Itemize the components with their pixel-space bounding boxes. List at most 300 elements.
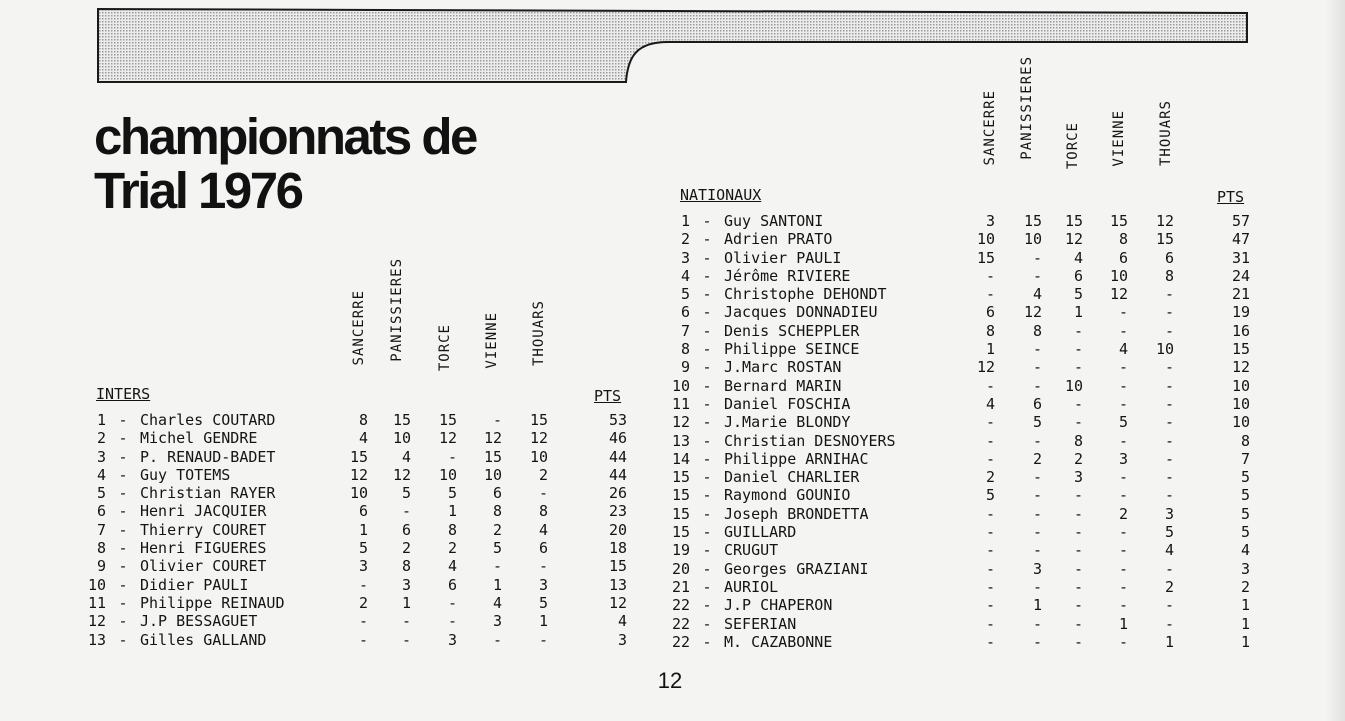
rider-name: GUILLARD [724, 523, 797, 542]
score-vienne: - [1118, 632, 1128, 651]
score-torce: - [447, 612, 457, 631]
score-sancerre: 3 [358, 557, 368, 576]
score-thouars: - [1164, 376, 1174, 395]
score-vienne: 10 [1109, 266, 1128, 285]
score-vienne: - [1118, 486, 1128, 505]
score-panissieres: 10 [1023, 230, 1042, 249]
rank: 1 [680, 212, 690, 230]
total-points: 1 [1240, 614, 1250, 633]
score-sancerre: - [358, 612, 368, 631]
title-line-2: Trial 1976 [94, 162, 302, 219]
score-torce: 12 [438, 429, 457, 448]
inters-section-label: INTERS [96, 385, 151, 403]
rider-name: P. RENAUD-BADET [140, 447, 276, 466]
total-points: 23 [608, 502, 627, 521]
score-panissieres: 10 [392, 429, 411, 448]
rank-separator: - [118, 429, 128, 448]
score-sancerre: 10 [976, 230, 995, 249]
rider-name: CRUGUT [724, 541, 779, 560]
rank-separator: - [118, 630, 128, 649]
rider-name: Thierry COURET [140, 520, 267, 539]
rank-separator: - [702, 541, 712, 560]
score-thouars: - [1164, 358, 1174, 377]
rider-name: AURIOL [724, 577, 779, 596]
score-vienne: 15 [1109, 212, 1128, 230]
rider-name: Philippe ARNIHAC [724, 449, 869, 468]
score-vienne: - [1118, 394, 1128, 413]
score-thouars: 4 [538, 520, 548, 539]
rank-separator: - [118, 612, 128, 631]
rider-name: Didier PAULI [140, 575, 249, 594]
rank: 20 [671, 559, 690, 578]
rank-separator: - [702, 559, 712, 578]
total-points: 15 [1231, 340, 1250, 359]
score-panissieres: 6 [401, 520, 411, 539]
score-panissieres: - [1032, 486, 1042, 505]
rank-separator: - [702, 340, 712, 359]
score-torce: 2 [447, 539, 457, 558]
rank-separator: - [702, 358, 712, 377]
inters-header-thouars: THOUARS [531, 300, 547, 367]
score-thouars: 3 [1164, 504, 1174, 523]
score-sancerre: 15 [976, 248, 995, 267]
score-thouars: 6 [538, 539, 548, 558]
rank-separator: - [702, 449, 712, 468]
rank: 7 [680, 321, 690, 340]
score-torce: - [1073, 541, 1083, 560]
score-panissieres: 8 [1032, 321, 1042, 340]
rank-separator: - [118, 484, 128, 503]
score-sancerre: 2 [985, 468, 995, 487]
score-vienne: 4 [492, 593, 502, 612]
score-panissieres: 1 [401, 593, 411, 612]
rider-name: Jérôme RIVIERE [724, 266, 851, 285]
rider-name: Guy SANTONI [724, 212, 824, 230]
score-torce: - [447, 593, 457, 612]
score-thouars: 8 [1164, 266, 1174, 285]
score-vienne: - [1118, 358, 1128, 377]
score-panissieres: - [1032, 266, 1042, 285]
score-torce: - [1073, 486, 1083, 505]
score-thouars: 5 [538, 593, 548, 612]
total-points: 5 [1240, 504, 1250, 523]
score-panissieres: 1 [1032, 596, 1042, 615]
rider-name: Jacques DONNADIEU [724, 303, 878, 322]
total-points: 1 [1240, 632, 1250, 651]
score-torce: 4 [447, 557, 457, 576]
rank-separator: - [702, 577, 712, 596]
score-panissieres: 15 [392, 411, 411, 429]
score-panissieres: - [1032, 340, 1042, 359]
score-thouars: 6 [1164, 248, 1174, 267]
score-sancerre: 2 [358, 593, 368, 612]
score-vienne: 10 [483, 465, 502, 484]
score-sancerre: 4 [358, 429, 368, 448]
score-torce: - [1073, 632, 1083, 651]
score-sancerre: 5 [985, 486, 995, 505]
score-torce: - [1073, 321, 1083, 340]
score-thouars: 10 [1155, 340, 1174, 359]
rider-name: Georges GRAZIANI [724, 559, 869, 578]
rank-separator: - [118, 465, 128, 484]
score-vienne: 15 [483, 447, 502, 466]
rider-name: Daniel FOSCHIA [724, 394, 851, 413]
score-sancerre: 12 [976, 358, 995, 377]
score-panissieres: 4 [1032, 285, 1042, 304]
score-sancerre: - [985, 266, 995, 285]
score-torce: 12 [1064, 230, 1083, 249]
total-points: 12 [1231, 358, 1250, 377]
total-points: 10 [1231, 376, 1250, 395]
score-vienne: 6 [1118, 248, 1128, 267]
score-thouars: - [1164, 449, 1174, 468]
score-panissieres: 6 [1032, 394, 1042, 413]
score-thouars: - [1164, 559, 1174, 578]
total-points: 26 [608, 484, 627, 503]
score-sancerre: - [985, 541, 995, 560]
score-vienne: 3 [1118, 449, 1128, 468]
score-vienne: 1 [492, 575, 502, 594]
score-torce: 6 [1073, 266, 1083, 285]
rider-name: Olivier COURET [140, 557, 267, 576]
rider-name: Henri JACQUIER [140, 502, 267, 521]
nationaux-header-thouars: THOUARS [1158, 100, 1174, 167]
score-panissieres: 3 [1032, 559, 1042, 578]
score-thouars: 2 [1164, 577, 1174, 596]
rider-name: Guy TOTEMS [140, 465, 231, 484]
score-vienne: 5 [1118, 413, 1128, 432]
rider-name: Michel GENDRE [140, 429, 258, 448]
rank-separator: - [702, 248, 712, 267]
rider-name: Henri FIGUERES [140, 539, 267, 558]
rank-separator: - [702, 504, 712, 523]
score-thouars: - [1164, 413, 1174, 432]
rider-name: Adrien PRATO [724, 230, 833, 249]
rank: 14 [671, 449, 690, 468]
inters-header-panissieres: PANISSIERES [389, 258, 405, 362]
score-thouars: - [1164, 431, 1174, 450]
nationaux-header-sancerre: SANCERRE [982, 90, 998, 166]
nationaux-header-vienne: VIENNE [1111, 110, 1127, 167]
score-panissieres: 12 [392, 465, 411, 484]
score-torce: 1 [447, 502, 457, 521]
score-thouars: 12 [529, 429, 548, 448]
score-thouars: - [538, 557, 548, 576]
total-points: 44 [608, 465, 627, 484]
score-panissieres: 15 [1023, 212, 1042, 230]
nationaux-pts-label: PTS [1217, 188, 1245, 206]
nationaux-section-label: NATIONAUX [680, 186, 762, 204]
rider-name: J.P BESSAGUET [140, 612, 258, 631]
score-sancerre: - [985, 285, 995, 304]
total-points: 5 [1240, 468, 1250, 487]
rank: 1 [96, 411, 106, 429]
score-torce: - [1073, 596, 1083, 615]
total-points: 1 [1240, 596, 1250, 615]
rank-separator: - [702, 212, 712, 230]
score-panissieres: - [1032, 504, 1042, 523]
rider-name: Gilles GALLAND [140, 630, 267, 649]
score-vienne: - [492, 557, 502, 576]
score-vienne: 3 [492, 612, 502, 631]
score-sancerre: - [985, 523, 995, 542]
rank: 11 [87, 593, 106, 612]
rider-name: Philippe REINAUD [140, 593, 285, 612]
score-torce: 8 [447, 520, 457, 539]
score-thouars: - [1164, 321, 1174, 340]
score-panissieres: 2 [1032, 449, 1042, 468]
score-torce: 5 [1073, 285, 1083, 304]
score-thouars: 10 [529, 447, 548, 466]
score-torce: 4 [1073, 248, 1083, 267]
score-thouars: - [1164, 394, 1174, 413]
score-vienne: - [1118, 577, 1128, 596]
rank: 21 [671, 577, 690, 596]
score-vienne: 4 [1118, 340, 1128, 359]
nationaux-header-torce: TORCE [1065, 122, 1081, 170]
rank-separator: - [702, 468, 712, 487]
rank-separator: - [702, 596, 712, 615]
rank: 9 [96, 557, 106, 576]
score-torce: - [1073, 559, 1083, 578]
rank: 10 [671, 376, 690, 395]
total-points: 13 [608, 575, 627, 594]
score-thouars: - [1164, 596, 1174, 615]
rank-separator: - [702, 394, 712, 413]
rank: 3 [96, 447, 106, 466]
score-panissieres: 4 [401, 447, 411, 466]
score-thouars: - [1164, 285, 1174, 304]
score-panissieres: - [1032, 541, 1042, 560]
score-torce: 6 [447, 575, 457, 594]
score-thouars: - [1164, 486, 1174, 505]
total-points: 3 [1240, 559, 1250, 578]
rank: 2 [680, 230, 690, 249]
page-number: 12 [657, 668, 683, 693]
rank: 15 [671, 468, 690, 487]
rank-separator: - [702, 413, 712, 432]
rank: 6 [680, 303, 690, 322]
score-torce: 3 [1073, 468, 1083, 487]
rider-name: Charles COUTARD [140, 411, 276, 429]
rider-name: J.Marie BLONDY [724, 413, 851, 432]
rank: 15 [671, 504, 690, 523]
rank-separator: - [118, 539, 128, 558]
rider-name: M. CAZABONNE [724, 632, 833, 651]
rank: 4 [680, 266, 690, 285]
nationaux-header-panissieres: PANISSIERES [1019, 56, 1035, 160]
score-sancerre: 1 [358, 520, 368, 539]
score-sancerre: 15 [349, 447, 368, 466]
rank: 6 [96, 502, 106, 521]
rank: 2 [96, 429, 106, 448]
total-points: 5 [1240, 486, 1250, 505]
rider-name: J.P CHAPERON [724, 596, 833, 615]
score-sancerre: - [985, 449, 995, 468]
rank: 13 [671, 431, 690, 450]
score-panissieres: - [1032, 614, 1042, 633]
score-panissieres: - [1032, 577, 1042, 596]
score-sancerre: - [985, 577, 995, 596]
rank-separator: - [118, 593, 128, 612]
score-thouars: - [1164, 468, 1174, 487]
score-thouars: - [538, 484, 548, 503]
rider-name: Daniel CHARLIER [724, 468, 860, 487]
rank: 7 [96, 520, 106, 539]
rank: 13 [87, 630, 106, 649]
rank-separator: - [702, 266, 712, 285]
score-vienne: - [1118, 321, 1128, 340]
score-panissieres: 8 [401, 557, 411, 576]
rank: 8 [680, 340, 690, 359]
score-torce: 10 [438, 465, 457, 484]
total-points: 21 [1231, 285, 1250, 304]
score-torce: 10 [1064, 376, 1083, 395]
score-torce: 2 [1073, 449, 1083, 468]
total-points: 20 [608, 520, 627, 539]
total-points: 12 [608, 593, 627, 612]
score-torce: - [1073, 340, 1083, 359]
score-vienne: 2 [492, 520, 502, 539]
total-points: 15 [608, 557, 627, 576]
rider-name: Bernard MARIN [724, 376, 842, 395]
total-points: 7 [1240, 449, 1250, 468]
rank-separator: - [118, 502, 128, 521]
score-sancerre: 10 [349, 484, 368, 503]
score-sancerre: 6 [985, 303, 995, 322]
score-sancerre: 8 [985, 321, 995, 340]
score-sancerre: 1 [985, 340, 995, 359]
score-thouars: 15 [529, 411, 548, 429]
rider-name: Philippe SEINCE [724, 340, 860, 359]
score-panissieres: - [401, 630, 411, 649]
score-sancerre: 4 [985, 394, 995, 413]
score-sancerre: - [358, 630, 368, 649]
score-panissieres: - [1032, 468, 1042, 487]
score-vienne: - [1118, 559, 1128, 578]
score-vienne: - [1118, 431, 1128, 450]
rank: 15 [671, 486, 690, 505]
rank-separator: - [702, 632, 712, 651]
rank: 12 [671, 413, 690, 432]
rank-separator: - [702, 376, 712, 395]
score-vienne: - [492, 630, 502, 649]
rank-separator: - [702, 303, 712, 322]
page-edge-shadow [1325, 0, 1345, 721]
total-points: 57 [1231, 212, 1250, 230]
rank: 5 [680, 285, 690, 304]
total-points: 24 [1231, 266, 1250, 285]
score-vienne: 8 [492, 502, 502, 521]
score-vienne: 12 [483, 429, 502, 448]
rank: 9 [680, 358, 690, 377]
score-vienne: - [1118, 376, 1128, 395]
score-vienne: - [1118, 541, 1128, 560]
score-sancerre: - [985, 376, 995, 395]
score-thouars: - [538, 630, 548, 649]
score-thouars: - [1164, 303, 1174, 322]
score-torce: 1 [1073, 303, 1083, 322]
inters-header-sancerre: SANCERRE [351, 290, 367, 366]
score-thouars: 8 [538, 502, 548, 521]
score-sancerre: - [985, 559, 995, 578]
total-points: 53 [608, 411, 627, 429]
total-points: 31 [1231, 248, 1250, 267]
total-points: 4 [1240, 541, 1250, 560]
total-points: 4 [617, 612, 627, 631]
rank-separator: - [118, 557, 128, 576]
score-torce: 5 [447, 484, 457, 503]
header-banner [0, 0, 1345, 100]
rank-separator: - [118, 520, 128, 539]
score-panissieres: 3 [401, 575, 411, 594]
score-thouars: 1 [1164, 632, 1174, 651]
inters-header-vienne: VIENNE [484, 312, 500, 369]
rider-name: Olivier PAULI [724, 248, 842, 267]
total-points: 5 [1240, 523, 1250, 542]
score-sancerre: 8 [358, 411, 368, 429]
rank: 5 [96, 484, 106, 503]
score-vienne: - [492, 411, 502, 429]
score-thouars: 2 [538, 465, 548, 484]
score-sancerre: - [985, 614, 995, 633]
rider-name: Christian RAYER [140, 484, 276, 503]
rank: 3 [680, 248, 690, 267]
score-panissieres: - [1032, 523, 1042, 542]
rider-name: SEFERIAN [724, 614, 797, 633]
score-sancerre: - [985, 632, 995, 651]
score-sancerre: - [985, 504, 995, 523]
rank: 8 [96, 539, 106, 558]
score-torce: - [1073, 413, 1083, 432]
score-thouars: 5 [1164, 523, 1174, 542]
rider-name: J.Marc ROSTAN [724, 358, 842, 377]
rank: 15 [671, 523, 690, 542]
rank: 22 [671, 632, 690, 651]
score-torce: 8 [1073, 431, 1083, 450]
total-points: 18 [608, 539, 627, 558]
score-torce: - [1073, 523, 1083, 542]
page-title [94, 110, 476, 218]
score-panissieres: 5 [1032, 413, 1042, 432]
rider-name: Christophe DEHONDT [724, 285, 887, 304]
rank-separator: - [702, 523, 712, 542]
title-line-1: championnats de [94, 108, 476, 165]
total-points: 19 [1231, 303, 1250, 322]
score-panissieres: 12 [1023, 303, 1042, 322]
score-panissieres: - [401, 612, 411, 631]
rider-name: Joseph BRONDETTA [724, 504, 869, 523]
score-vienne: - [1118, 468, 1128, 487]
rider-name: Raymond GOUNIO [724, 486, 851, 505]
score-torce: 15 [1064, 212, 1083, 230]
score-vienne: 8 [1118, 230, 1128, 249]
total-points: 16 [1231, 321, 1250, 340]
rank-separator: - [702, 431, 712, 450]
rank: 4 [96, 465, 106, 484]
rank-separator: - [118, 447, 128, 466]
score-vienne: 6 [492, 484, 502, 503]
score-thouars: 1 [538, 612, 548, 631]
score-panissieres: - [1032, 358, 1042, 377]
total-points: 10 [1231, 394, 1250, 413]
score-panissieres: - [1032, 632, 1042, 651]
score-thouars: 4 [1164, 541, 1174, 560]
score-thouars: 12 [1155, 212, 1174, 230]
score-panissieres: 2 [401, 539, 411, 558]
score-vienne: 2 [1118, 504, 1128, 523]
total-points: 2 [1240, 577, 1250, 596]
